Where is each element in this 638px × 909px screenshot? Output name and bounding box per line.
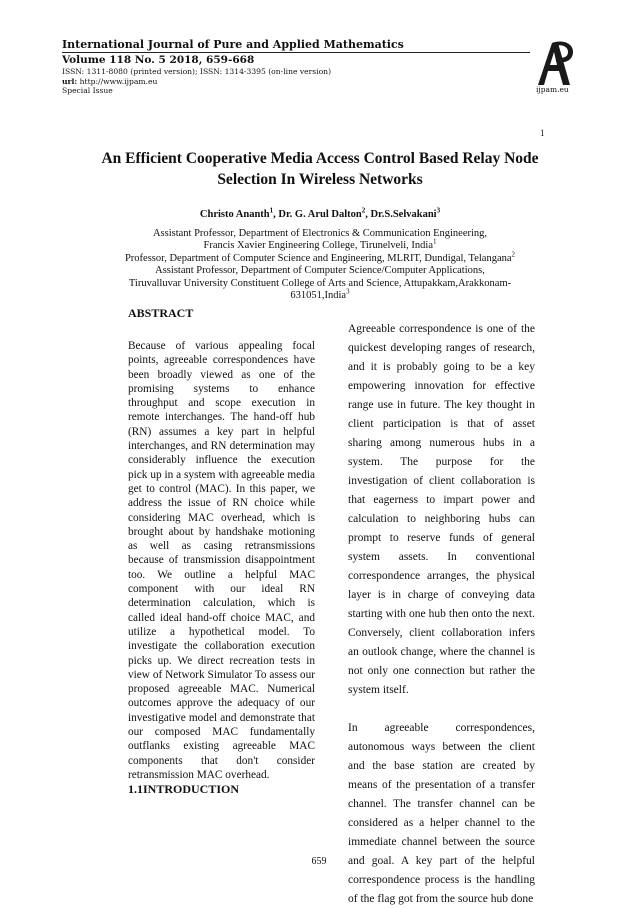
affiliation-line: Assistant Professor, Department of Computer Science/Computer Applications, bbox=[155, 265, 485, 277]
page-number: 659 bbox=[311, 856, 327, 867]
author-list: Christo Ananth$^1$, Dr. G. Arul Dalton$^2$, Dr.S.Selvakani$^3$ bbox=[199, 206, 441, 220]
author-sup: 2 bbox=[361, 206, 366, 215]
affiliations bbox=[100, 228, 540, 302]
url-line bbox=[62, 77, 532, 87]
journal-logo-icon bbox=[532, 37, 576, 87]
body-paragraph: Agreeable correspondence is one of the quickest developing ranges of research, and it is probably going to be a key empowering innovation for effective range use in future. The key thought in client participation is that of asset sharing among numerous hubs in a system. The purpose for the investigation of client collaboration is that eagerness to impart power and calculation to neighboring hubs can prompt to reserve funds of general system assets. In conventional correspondence arranges, the physical layer is in charge of conveying data starting with one hub then onto the next. Conversely, client collaboration infers an outlook change, where the channel is not only one connection but rather the system itself. bbox=[348, 323, 535, 696]
paragraph-gap bbox=[348, 700, 535, 719]
header-rule bbox=[62, 52, 530, 53]
journal-header bbox=[62, 38, 532, 96]
page-marker: 1 bbox=[540, 128, 545, 138]
paper-title: An Efficient Cooperative Media Access Control Based Relay Node Selection In Wireless Networks bbox=[101, 150, 539, 188]
journal-name: International Journal of Pure and Applied Mathematics bbox=[62, 38, 404, 51]
author-sup: 1 bbox=[269, 206, 274, 215]
affiliation-line: Tiruvalluvar University Constituent College of Arts and Science, Attupakkam,Arakkonam- bbox=[128, 277, 512, 289]
left-column bbox=[128, 306, 315, 796]
author-name: Dr.S.Selvakani bbox=[370, 209, 437, 220]
abstract-heading: ABSTRACT bbox=[128, 306, 194, 320]
author-name: Dr. G. Arul Dalton bbox=[278, 209, 362, 220]
affiliation-line: Assistant Professor, Department of Electronics & Communication Engineering, bbox=[152, 228, 488, 239]
url-label: url: bbox=[62, 76, 78, 86]
affiliation-line: 631051,India$^3$ bbox=[290, 287, 350, 302]
affiliation-line: Francis Xavier Engineering College, Tirunelveli, India$^1$ bbox=[203, 237, 437, 252]
volume-line: Volume 118 No. 5 2018, 659-668 bbox=[62, 54, 255, 66]
right-column bbox=[348, 320, 535, 909]
abstract-text: Because of various appealing focal points, agreeable correspondences have been broadly viewed as one of the promising systems to enhance throughput and scope execution in remote interchanges. The hand-off hub (RN) assumes a key part in helpful interchanges, and RN determination may considerably influence the execution pick up in a system with agreeable media get to control (MAC). In this paper, we address the issue of RN choice while considering MAC overhead, which is brought about by handshake motioning as well as casing retransmissions because of transmission disappointment too. We outline a helpful MAC component with our ideal RN determination calculation, which is called ideal hand-off choice MAC, and utilize a hypothetical model. To investigate the collaboration execution picks up. We direct recreation tests in view of Network Simulator To assess our proposed agreeable MAC. Numerical outcomes approve the adequacy of our investigative model and demonstrate that our composed MAC fundamentally outflanks existing agreeable MAC components that don't consider retransmission MAC overhead. bbox=[128, 340, 315, 781]
journal-url[interactable]: http://www.ijpam.eu bbox=[79, 76, 158, 86]
introduction-heading: 1.1INTRODUCTION bbox=[128, 782, 240, 797]
author-name: Christo Ananth bbox=[199, 209, 270, 220]
affiliation-line: Professor, Department of Computer Science and Engineering, MLRIT, Dundigal, Telangana$^2$ bbox=[124, 250, 516, 264]
issn-line: ISSN: 1311-8080 (printed version); ISSN: 1314-3395 (on-line version) bbox=[62, 67, 332, 76]
author-sup: 3 bbox=[436, 206, 441, 215]
special-issue-label: Special Issue bbox=[62, 86, 113, 95]
body-paragraph: In agreeable correspondences, autonomous ways between the client and the base station are created by means of the presentation of a transfer channel. The transfer channel can be considered as a helper channel to the immediate channel between the source and goal. A key part of the helpful correspondence process is the handling of the flag got from the source hub done bbox=[348, 722, 535, 905]
logo-url-label: ijpam.eu bbox=[536, 85, 569, 94]
